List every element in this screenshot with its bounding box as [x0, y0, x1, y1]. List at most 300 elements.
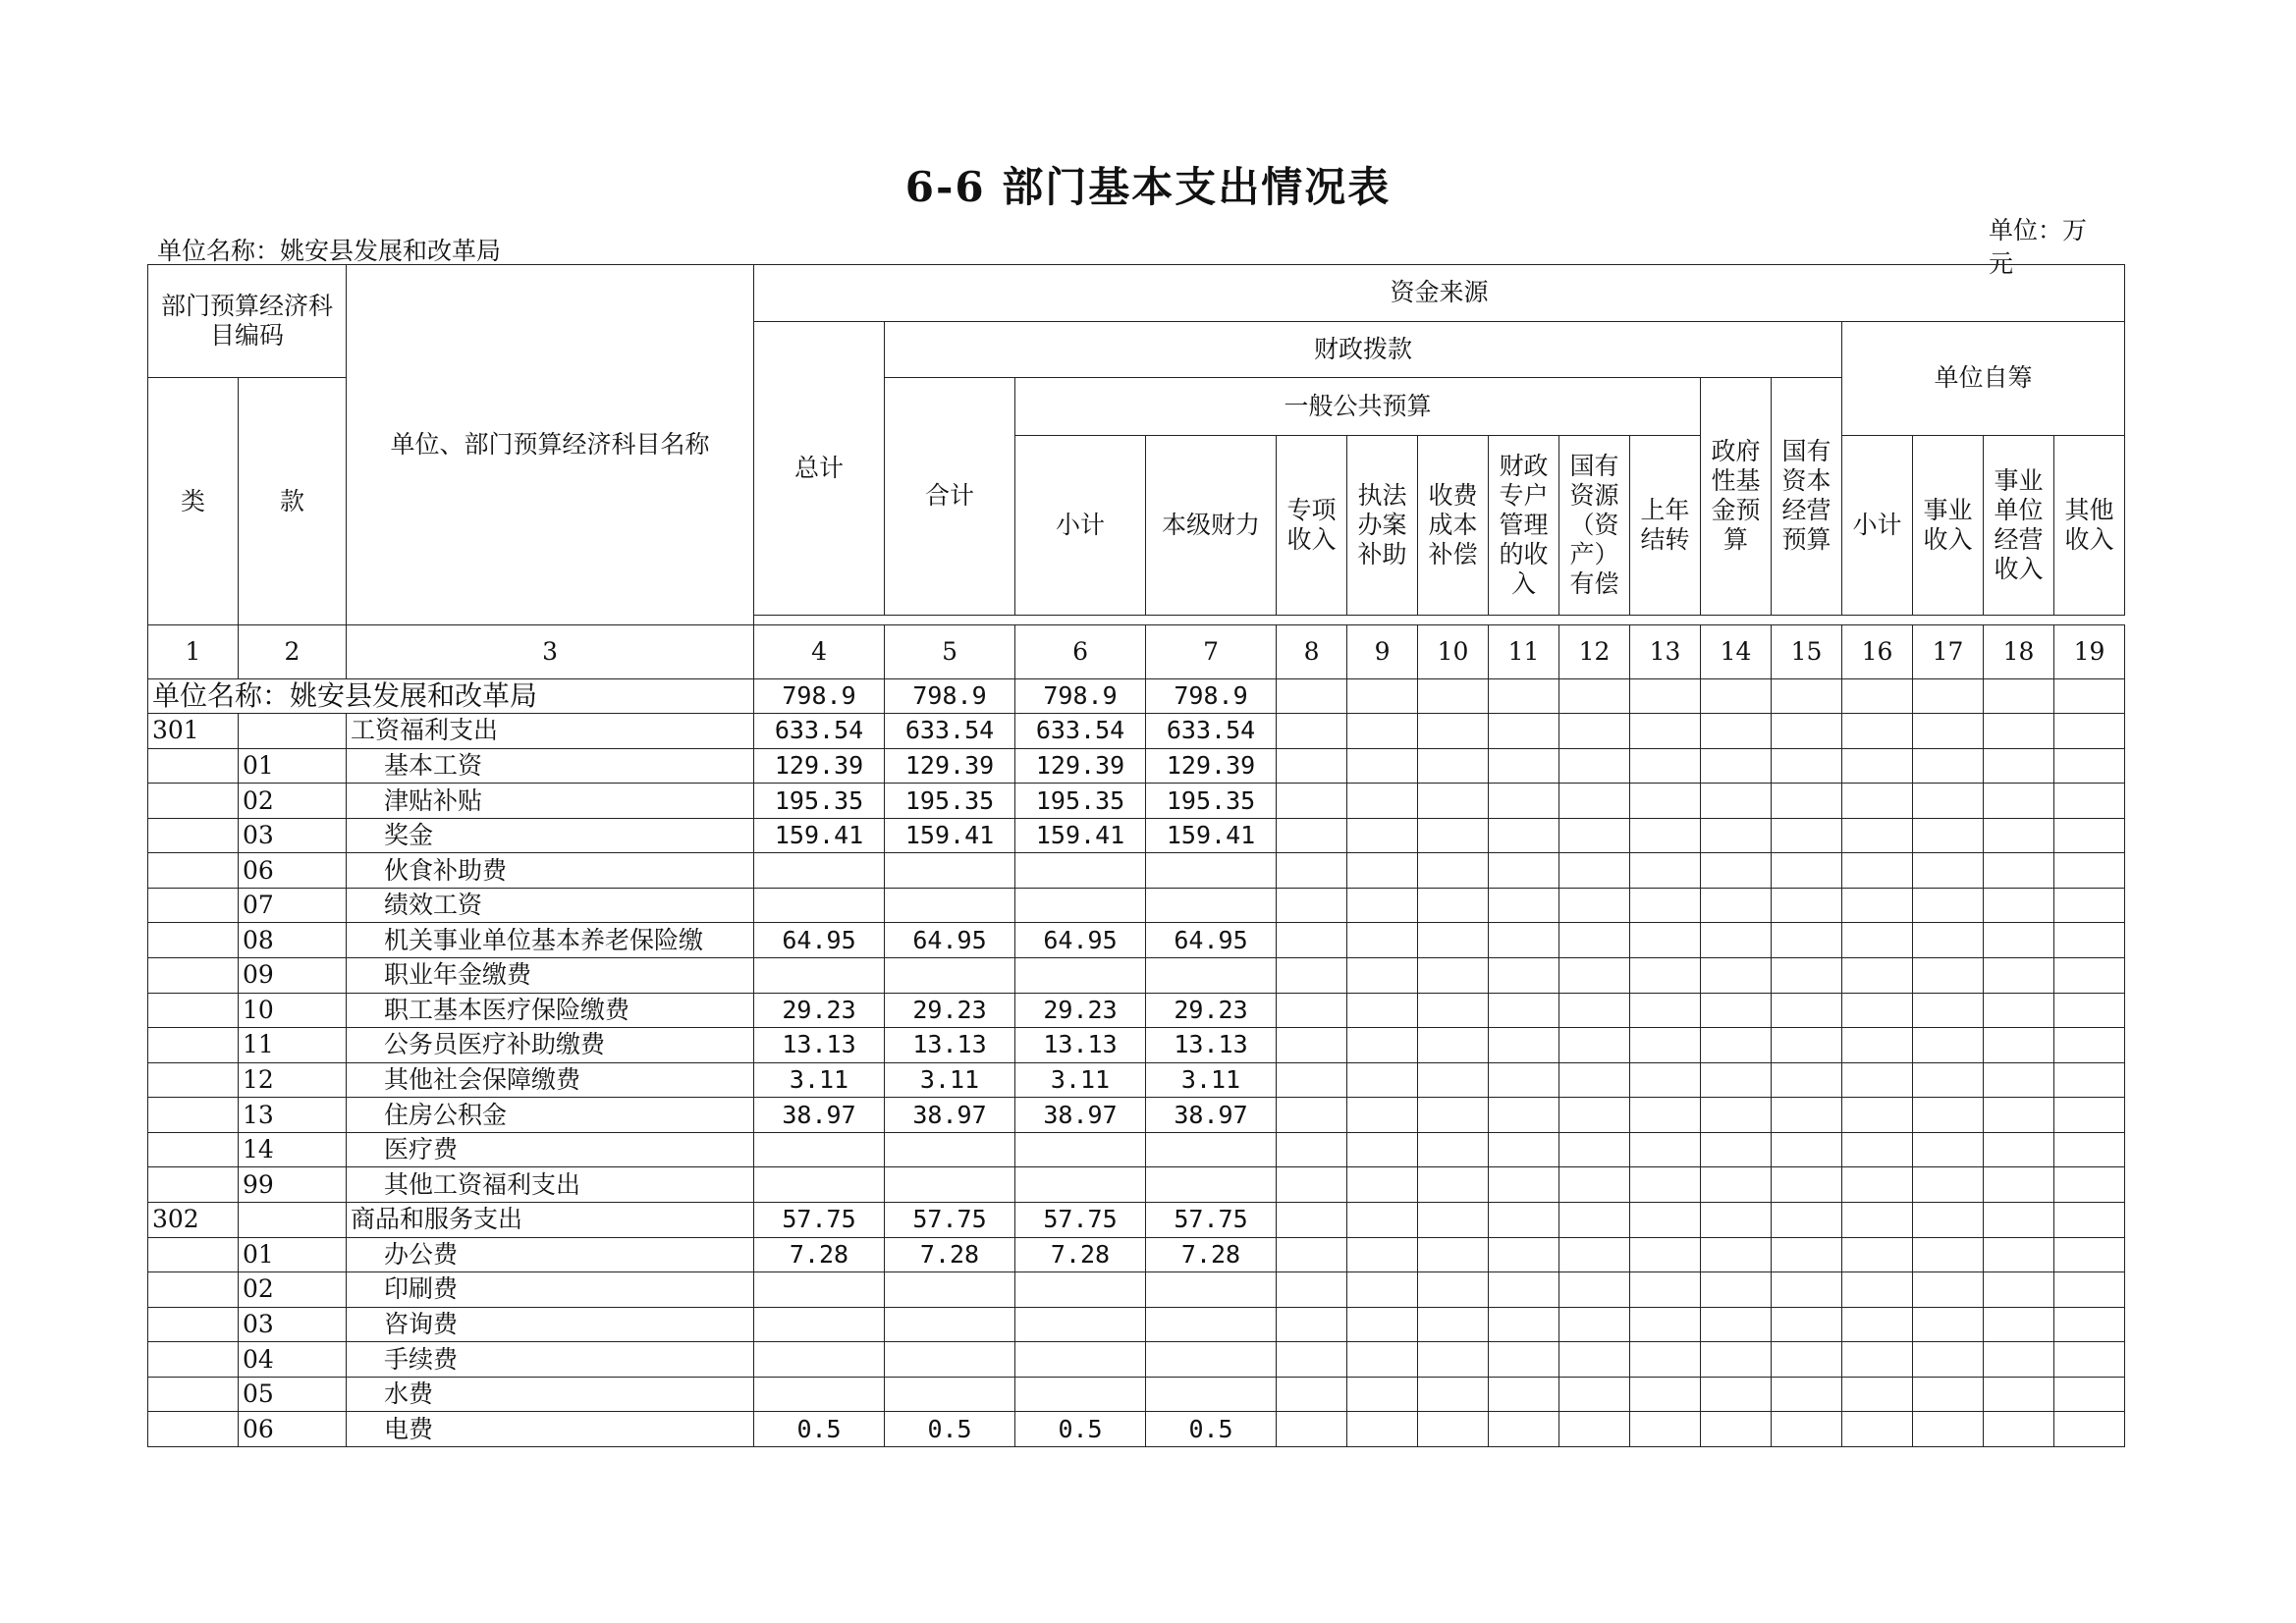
amount-cell: [1418, 1342, 1489, 1378]
table-row: [148, 714, 2125, 749]
amount-cell: [1347, 678, 1418, 714]
category-code: [148, 1237, 239, 1272]
amount-cell: [2054, 888, 2125, 923]
amount-cell: [1489, 784, 1559, 819]
unit-name: 单位名称：姚安县发展和改革局: [157, 237, 502, 265]
amount-cell: [2054, 993, 2125, 1028]
amount-cell: [1701, 1412, 1772, 1447]
header-sr-business: 事业收入: [1913, 435, 1984, 615]
amount-cell: [1630, 958, 1701, 994]
amount-cell: [1630, 923, 1701, 958]
amount-cell: [1984, 1132, 2054, 1167]
amount-cell: [1913, 818, 1984, 853]
amount-cell: [1559, 1098, 1630, 1133]
amount-cell: [1630, 1062, 1701, 1098]
amount-cell: [754, 888, 885, 923]
amount-cell: 57.75: [885, 1202, 1015, 1237]
amount-cell: 0.5: [1146, 1412, 1277, 1447]
amount-cell: 798.9: [1015, 678, 1146, 714]
amount-cell: [1347, 923, 1418, 958]
amount-cell: [1701, 1272, 1772, 1308]
category-code: 302: [148, 1202, 239, 1237]
table-row: [148, 853, 2125, 889]
amount-cell: 159.41: [885, 818, 1015, 853]
subcategory-code: 11: [239, 1028, 347, 1063]
table-row: [148, 923, 2125, 958]
amount-cell: [1347, 1202, 1418, 1237]
column-number: 10: [1418, 625, 1489, 678]
amount-cell: [1489, 1202, 1559, 1237]
amount-cell: 633.54: [885, 714, 1015, 749]
amount-cell: [1842, 818, 1913, 853]
amount-cell: [1842, 1377, 1913, 1412]
header-gb-local: 本级财力: [1146, 435, 1277, 615]
header-gb-subtotal: 小计: [1015, 435, 1146, 615]
item-name: 其他工资福利支出: [347, 1167, 754, 1203]
amount-cell: 3.11: [1146, 1062, 1277, 1098]
amount-cell: [1347, 888, 1418, 923]
table-row: [148, 1412, 2125, 1447]
table-row: [148, 888, 2125, 923]
amount-cell: 57.75: [1146, 1202, 1277, 1237]
amount-cell: [1015, 1132, 1146, 1167]
amount-cell: [1984, 714, 2054, 749]
expenditure-table: [147, 264, 2125, 1447]
amount-cell: [1347, 1237, 1418, 1272]
amount-cell: [1418, 1307, 1489, 1342]
header-gov-fund: 政府性基金预算: [1701, 378, 1772, 616]
amount-cell: 7.28: [754, 1237, 885, 1272]
amount-cell: [1842, 1028, 1913, 1063]
amount-cell: [1489, 888, 1559, 923]
subcategory-code: [239, 1202, 347, 1237]
amount-cell: [1489, 1412, 1559, 1447]
amount-cell: [2054, 748, 2125, 784]
amount-cell: 57.75: [754, 1202, 885, 1237]
amount-cell: [1984, 1342, 2054, 1378]
amount-cell: [1277, 923, 1347, 958]
amount-cell: 129.39: [1015, 748, 1146, 784]
amount-cell: [1701, 888, 1772, 923]
amount-cell: [1842, 1342, 1913, 1378]
amount-cell: [885, 1377, 1015, 1412]
category-code: 301: [148, 714, 239, 749]
header-general-budget: 一般公共预算: [1015, 378, 1701, 436]
amount-cell: 129.39: [754, 748, 885, 784]
amount-cell: [1489, 958, 1559, 994]
header-gb-enforce: 执法办案补助: [1347, 435, 1418, 615]
header-self-raised: 单位自筹: [1842, 321, 2125, 435]
item-name: 奖金: [347, 818, 754, 853]
subcategory-code: 03: [239, 818, 347, 853]
amount-cell: [1559, 1412, 1630, 1447]
subcategory-code: 14: [239, 1132, 347, 1167]
amount-cell: [1559, 714, 1630, 749]
amount-cell: [1913, 1377, 1984, 1412]
table-row: [148, 1377, 2125, 1412]
amount-cell: [2054, 678, 2125, 714]
amount-cell: [1489, 853, 1559, 889]
amount-cell: [1559, 923, 1630, 958]
amount-cell: [1913, 993, 1984, 1028]
amount-cell: [1277, 1098, 1347, 1133]
item-name: 工资福利支出: [347, 714, 754, 749]
amount-cell: 7.28: [1146, 1237, 1277, 1272]
amount-cell: [1772, 1062, 1842, 1098]
amount-cell: [1277, 1202, 1347, 1237]
amount-cell: [1347, 1272, 1418, 1308]
amount-cell: [754, 1132, 885, 1167]
header-total: 总计: [754, 321, 885, 615]
amount-cell: 64.95: [1015, 923, 1146, 958]
item-name: 公务员医疗补助缴费: [347, 1028, 754, 1063]
column-number: 19: [2054, 625, 2125, 678]
column-number: 5: [885, 625, 1015, 678]
amount-cell: [1772, 1412, 1842, 1447]
amount-cell: [1559, 748, 1630, 784]
amount-cell: 64.95: [1146, 923, 1277, 958]
amount-cell: [1277, 1272, 1347, 1308]
amount-cell: [1489, 1307, 1559, 1342]
subcategory-code: 06: [239, 1412, 347, 1447]
amount-cell: [1418, 1272, 1489, 1308]
amount-cell: 29.23: [1146, 993, 1277, 1028]
amount-cell: [1347, 818, 1418, 853]
amount-cell: [1842, 1062, 1913, 1098]
amount-cell: [1347, 1167, 1418, 1203]
amount-cell: [1913, 1132, 1984, 1167]
amount-cell: 129.39: [885, 748, 1015, 784]
subcategory-code: 12: [239, 1062, 347, 1098]
amount-cell: [1347, 1377, 1418, 1412]
amount-cell: [1146, 1272, 1277, 1308]
amount-cell: [1559, 1307, 1630, 1342]
amount-cell: [2054, 1307, 2125, 1342]
item-name: 电费: [347, 1412, 754, 1447]
unit-total-label: 单位名称：姚安县发展和改革局: [148, 678, 754, 714]
amount-cell: [1772, 888, 1842, 923]
amount-cell: [1489, 1342, 1559, 1378]
subcategory-code: 01: [239, 748, 347, 784]
amount-cell: [1347, 1342, 1418, 1378]
page-title: 6-6 部门基本支出情况表: [904, 163, 1392, 211]
amount-cell: [1347, 993, 1418, 1028]
amount-cell: [1630, 1132, 1701, 1167]
amount-cell: [754, 958, 885, 994]
subcategory-code: 07: [239, 888, 347, 923]
amount-cell: [1347, 748, 1418, 784]
amount-cell: [1418, 748, 1489, 784]
amount-cell: [2054, 1412, 2125, 1447]
amount-cell: [1630, 678, 1701, 714]
amount-cell: [2054, 1377, 2125, 1412]
amount-cell: [1772, 818, 1842, 853]
amount-cell: [1701, 1307, 1772, 1342]
amount-cell: [1842, 1307, 1913, 1342]
amount-cell: 3.11: [1015, 1062, 1146, 1098]
item-name: 咨询费: [347, 1307, 754, 1342]
amount-cell: 13.13: [1015, 1028, 1146, 1063]
amount-cell: [1489, 1237, 1559, 1272]
amount-cell: [1842, 748, 1913, 784]
amount-cell: [1277, 1412, 1347, 1447]
table-row: [148, 1342, 2125, 1378]
column-number: 11: [1489, 625, 1559, 678]
amount-cell: [1701, 1098, 1772, 1133]
amount-cell: [1277, 1237, 1347, 1272]
amount-cell: [1984, 1377, 2054, 1412]
amount-cell: [2054, 714, 2125, 749]
amount-cell: 798.9: [754, 678, 885, 714]
amount-cell: 38.97: [754, 1098, 885, 1133]
amount-cell: [1418, 1132, 1489, 1167]
amount-cell: 64.95: [885, 923, 1015, 958]
amount-cell: [1559, 1272, 1630, 1308]
amount-cell: [1489, 1272, 1559, 1308]
amount-cell: [1146, 1377, 1277, 1412]
amount-cell: [1015, 1307, 1146, 1342]
amount-cell: 798.9: [885, 678, 1015, 714]
amount-cell: [1630, 748, 1701, 784]
amount-cell: [1489, 678, 1559, 714]
amount-cell: [2054, 818, 2125, 853]
amount-cell: [1842, 1272, 1913, 1308]
header-gb-state-res: 国有资源（资产）有偿: [1559, 435, 1630, 615]
amount-cell: [1984, 853, 2054, 889]
amount-cell: [1772, 1098, 1842, 1133]
amount-cell: [1146, 958, 1277, 994]
header-gb-carryover: 上年结转: [1630, 435, 1701, 615]
amount-cell: [1277, 678, 1347, 714]
amount-cell: [1842, 1098, 1913, 1133]
amount-cell: [1418, 1237, 1489, 1272]
amount-cell: [1277, 714, 1347, 749]
amount-cell: [1701, 1237, 1772, 1272]
amount-cell: [1984, 1098, 2054, 1133]
subcategory-code: 06: [239, 853, 347, 889]
subcategory-code: 03: [239, 1307, 347, 1342]
amount-cell: [1277, 1132, 1347, 1167]
amount-cell: 3.11: [754, 1062, 885, 1098]
amount-cell: [1015, 1342, 1146, 1378]
unit-label: 单位：万元: [1989, 216, 2088, 278]
amount-cell: [1772, 958, 1842, 994]
amount-cell: [1913, 1237, 1984, 1272]
item-name: 其他社会保障缴费: [347, 1062, 754, 1098]
amount-cell: [1347, 1028, 1418, 1063]
table-body: [148, 678, 2125, 1446]
table-row: [148, 818, 2125, 853]
category-code: [148, 1028, 239, 1063]
amount-cell: [1984, 1167, 2054, 1203]
amount-cell: [1146, 888, 1277, 923]
column-number: 6: [1015, 625, 1146, 678]
amount-cell: [1842, 678, 1913, 714]
category-code: [148, 958, 239, 994]
amount-cell: [1277, 1342, 1347, 1378]
amount-cell: [1984, 1307, 2054, 1342]
amount-cell: [1701, 1167, 1772, 1203]
amount-cell: [1984, 1062, 2054, 1098]
amount-cell: [2054, 1202, 2125, 1237]
amount-cell: [1984, 958, 2054, 994]
header-gb-fees: 收费成本补偿: [1418, 435, 1489, 615]
amount-cell: [1913, 714, 1984, 749]
amount-cell: [2054, 1028, 2125, 1063]
amount-cell: [1347, 1062, 1418, 1098]
amount-cell: [1277, 888, 1347, 923]
amount-cell: 0.5: [885, 1412, 1015, 1447]
column-number: 1: [148, 625, 239, 678]
amount-cell: [1146, 853, 1277, 889]
amount-cell: [1913, 958, 1984, 994]
column-number-row: [148, 625, 2125, 678]
amount-cell: [2054, 1167, 2125, 1203]
table-row: [148, 1272, 2125, 1308]
amount-cell: [1559, 1377, 1630, 1412]
subcategory-code: 05: [239, 1377, 347, 1412]
header-fiscal: 财政拨款: [885, 321, 1842, 378]
header-lei: 类: [148, 378, 239, 625]
amount-cell: 13.13: [885, 1028, 1015, 1063]
amount-cell: [1347, 1132, 1418, 1167]
amount-cell: [2054, 1062, 2125, 1098]
amount-cell: 159.41: [1015, 818, 1146, 853]
amount-cell: 129.39: [1146, 748, 1277, 784]
amount-cell: [1984, 1237, 2054, 1272]
amount-cell: [1559, 1342, 1630, 1378]
amount-cell: 13.13: [754, 1028, 885, 1063]
amount-cell: [1984, 784, 2054, 819]
amount-cell: [1630, 1377, 1701, 1412]
category-code: [148, 888, 239, 923]
amount-cell: [885, 1342, 1015, 1378]
amount-cell: [1418, 1167, 1489, 1203]
subcategory-code: [239, 714, 347, 749]
amount-cell: [1559, 1028, 1630, 1063]
header-code-group: 部门预算经济科目编码: [148, 265, 347, 378]
item-name: 印刷费: [347, 1272, 754, 1308]
amount-cell: [1146, 1342, 1277, 1378]
amount-cell: 0.5: [754, 1412, 885, 1447]
column-number: 3: [347, 625, 754, 678]
column-number: 15: [1772, 625, 1842, 678]
amount-cell: [1559, 958, 1630, 994]
amount-cell: [754, 1167, 885, 1203]
amount-cell: [1772, 1167, 1842, 1203]
column-number: 17: [1913, 625, 1984, 678]
amount-cell: [885, 958, 1015, 994]
amount-cell: [1146, 1167, 1277, 1203]
amount-cell: [1984, 888, 2054, 923]
amount-cell: [1559, 853, 1630, 889]
amount-cell: [1418, 714, 1489, 749]
amount-cell: 13.13: [1146, 1028, 1277, 1063]
amount-cell: [2054, 1132, 2125, 1167]
amount-cell: [1015, 888, 1146, 923]
header-gb-special: 专项收入: [1277, 435, 1347, 615]
amount-cell: [2054, 958, 2125, 994]
amount-cell: [1842, 888, 1913, 923]
amount-cell: 3.11: [885, 1062, 1015, 1098]
category-code: [148, 1098, 239, 1133]
amount-cell: [1913, 1098, 1984, 1133]
header-sr-subtotal: 小计: [1842, 435, 1913, 615]
table-row: [148, 1202, 2125, 1237]
amount-cell: [1630, 1202, 1701, 1237]
amount-cell: [1630, 1098, 1701, 1133]
amount-cell: [1418, 1202, 1489, 1237]
amount-cell: [1913, 1342, 1984, 1378]
amount-cell: [1489, 923, 1559, 958]
amount-cell: [2054, 1342, 2125, 1378]
header-kuan: 款: [239, 378, 347, 625]
amount-cell: [1630, 784, 1701, 819]
amount-cell: [1984, 1272, 2054, 1308]
amount-cell: 29.23: [885, 993, 1015, 1028]
amount-cell: [754, 1307, 885, 1342]
item-name: 住房公积金: [347, 1098, 754, 1133]
column-number: 16: [1842, 625, 1913, 678]
amount-cell: [1772, 678, 1842, 714]
amount-cell: [1418, 1098, 1489, 1133]
amount-cell: [1418, 1062, 1489, 1098]
amount-cell: [1489, 818, 1559, 853]
amount-cell: 38.97: [1015, 1098, 1146, 1133]
amount-cell: [1418, 853, 1489, 889]
item-name: 基本工资: [347, 748, 754, 784]
amount-cell: [1489, 1377, 1559, 1412]
table-row: [148, 1062, 2125, 1098]
amount-cell: [1418, 993, 1489, 1028]
amount-cell: [754, 1272, 885, 1308]
amount-cell: 633.54: [1015, 714, 1146, 749]
amount-cell: [1701, 748, 1772, 784]
amount-cell: [1772, 853, 1842, 889]
amount-cell: [1630, 1342, 1701, 1378]
amount-cell: [885, 1272, 1015, 1308]
column-number: 12: [1559, 625, 1630, 678]
item-name: 职业年金缴费: [347, 958, 754, 994]
table-row: [148, 678, 2125, 714]
subcategory-code: 99: [239, 1167, 347, 1203]
table-row: [148, 1028, 2125, 1063]
amount-cell: [1913, 888, 1984, 923]
subcategory-code: 02: [239, 1272, 347, 1308]
item-name: 职工基本医疗保险缴费: [347, 993, 754, 1028]
amount-cell: [1984, 1412, 2054, 1447]
amount-cell: [1842, 1237, 1913, 1272]
amount-cell: [1984, 678, 2054, 714]
amount-cell: 798.9: [1146, 678, 1277, 714]
amount-cell: [1842, 923, 1913, 958]
amount-cell: [1559, 1062, 1630, 1098]
subcategory-code: 04: [239, 1342, 347, 1378]
table-row: [148, 1307, 2125, 1342]
amount-cell: [1418, 888, 1489, 923]
header-state-capital: 国有资本经营预算: [1772, 378, 1842, 616]
amount-cell: 195.35: [1146, 784, 1277, 819]
column-number: 13: [1630, 625, 1701, 678]
table-row: [148, 1098, 2125, 1133]
amount-cell: [1347, 784, 1418, 819]
amount-cell: [1772, 1202, 1842, 1237]
amount-cell: [1277, 1062, 1347, 1098]
item-name: 绩效工资: [347, 888, 754, 923]
header-name-col: 单位、部门预算经济科目名称: [347, 265, 754, 625]
amount-cell: 0.5: [1015, 1412, 1146, 1447]
category-code: [148, 818, 239, 853]
